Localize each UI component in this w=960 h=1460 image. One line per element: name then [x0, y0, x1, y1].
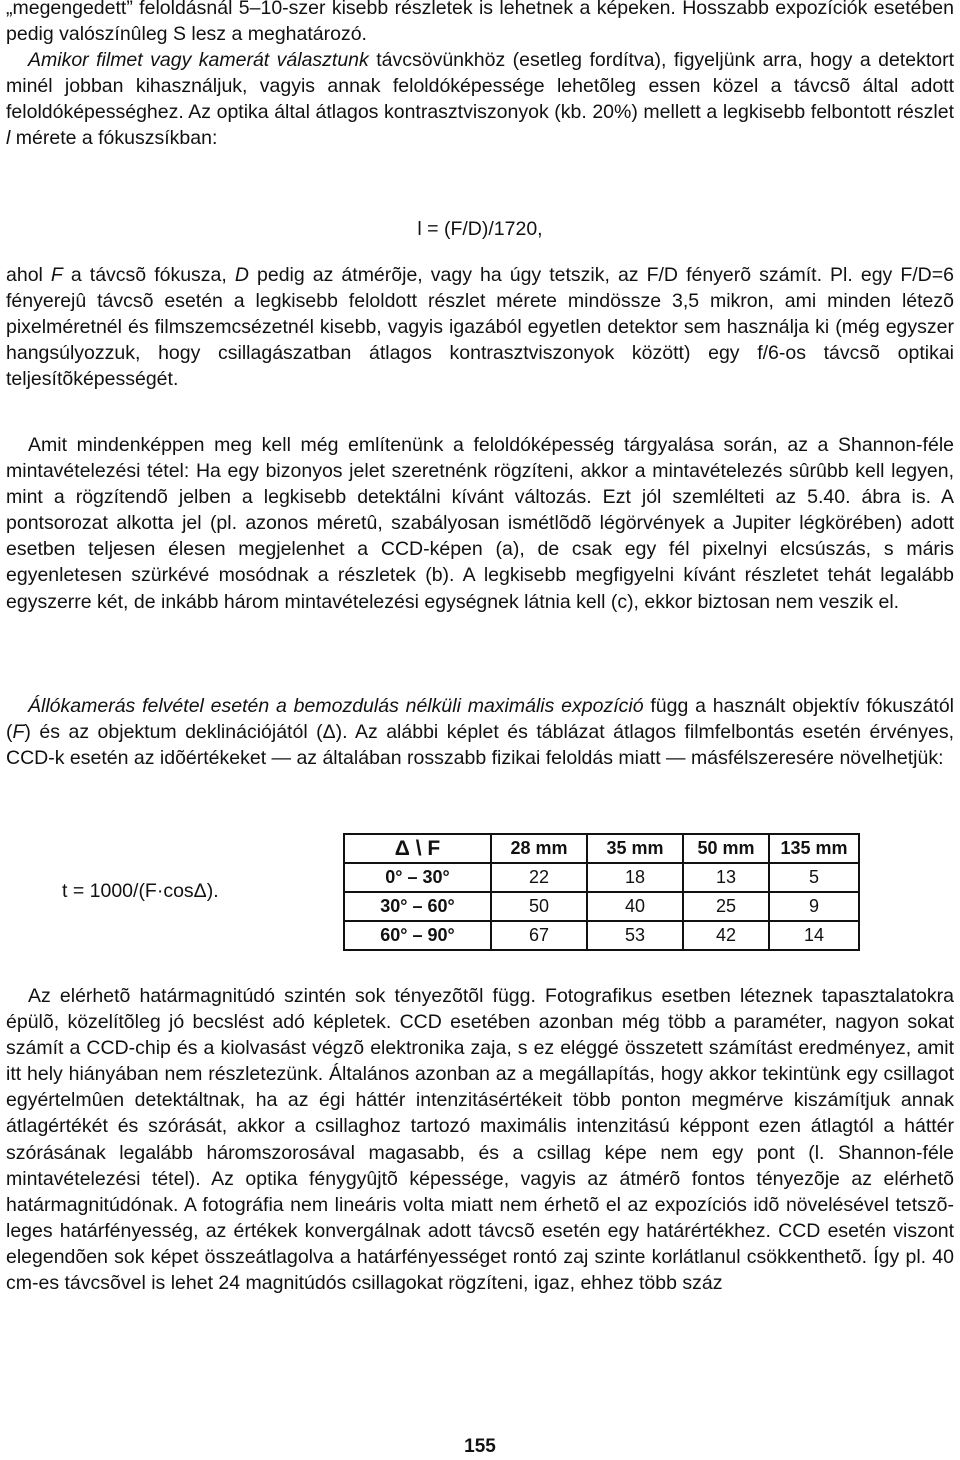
- table-cell: 67: [491, 921, 587, 950]
- italic-symbol: F: [12, 721, 25, 744]
- table-cell: 42: [683, 921, 769, 950]
- table-row-label: 0° – 30°: [344, 863, 491, 892]
- paragraph-focal-ratio: [6, 262, 954, 392]
- paragraph-resolution-intro: [6, 0, 954, 152]
- paragraph-text: távcsövünkhöz (esetleg fordítva), figyeljünk arra, hogy a detektort minél jobban kihasználjuk, vagyis annak feloldóképessége lehetõleg essen közel a távcsõ által adott feloldóképességhez. Az optika által átlagos kontrasztviszonyok (kb. 20%) mellett a legkisebb felbontott részlet: [6, 49, 954, 124]
- paragraph-text: függ a használt objektív fókuszától (: [6, 695, 954, 744]
- italic-symbol: D: [234, 264, 249, 286]
- paragraph-text: Az elérhetõ határmagnitúdó szintén sok tényezõtõl függ. Fotografikus esetben léteznek tapasztalatokra épülõ, közelítõleg jó becslést adó képletek. CCD esetében azonban még több a paraméter, nagyon sokat számít a CCD-chip és a kiolvasást végzõ elektronika zaja, s ez eléggé összetett számítást eredményez, amit itt hely hiányában nem részletezünk. Általános azonban az a megállapítás, hogy akkor tekintünk egy csillagot egyértelmûen detektáltnak, ha az égi háttér intenzitásértékeit több ponton megmérve kiszámítjuk annak átlagértékét és szórását, akkor a csillaghoz tartozó maximális intenzitású képpont ezen átlagtól a háttér szórásának legalább háromszorosával magasabb, és a csillag képe nem egy pont (l. Shannon-féle mintavételezési tétel). Az optika fénygyûjtõ képessége, vagyis az átmérõ fontos tényezõje az elérhetõ határmagnitúdónak. A fotográfia nem lineáris volta miatt nem érhetõ el az expozíciós idõ növelésével tetszõ-leges határfényesség, az értékek konvergálnak adott távcsõ esetén egy határértékhez. CCD esetén viszont elegendõen sok képet összeátlagolva a határfényességet rontó zaj szinte korlátlanul csökkenthetõ. Így pl. 40 cm-es távcsõvel is lehet 24 magnitúdós csillagokat rögzíteni, igaz, ehhez több száz: [6, 985, 954, 1295]
- italic-symbol: F: [50, 264, 63, 286]
- table-cell: 25: [683, 892, 769, 921]
- paragraph-text: ) és az objektum deklinációjától (Δ). Az alábbi képlet és táblázat átlagos filmfelbontás esetén érvényes, CCD-k esetén az idõértékeket — az általában rosszabb fizikai feloldás miatt — másfélszeresére növelhetjük:: [6, 721, 954, 770]
- table-header-cell: 35 mm: [587, 834, 683, 863]
- table-cell: 5: [769, 863, 859, 892]
- table-cell: 22: [491, 863, 587, 892]
- table-header-cell: 28 mm: [491, 834, 587, 863]
- table-row-label: 30° – 60°: [344, 892, 491, 921]
- table-cell: 53: [587, 921, 683, 950]
- table-cell: 18: [587, 863, 683, 892]
- table-header-row: [344, 834, 859, 863]
- paragraph-limiting-magnitude: [6, 983, 954, 1296]
- paragraph-text: Amit mindenképpen meg kell még említenünk a feloldóképesség tárgyalása során, az a Shannon-féle mintavételezési tétel: Ha egy bizonyos jelet szeretnénk rögzíteni, akkor a mintavételezés sûrûbb kell legyen, mint a rögzítendõ jelben a legkisebb detektálni kívánt változás. Ezt jól szemlélteti az 5.40. ábra is. A pontsorozat alkotta jel (pl. azonos méretû, szabályosan ismétlõdõ légörvények a Jupiter légkörében) adott esetben teljesen élesen megjelenhet a CCD-képen (a), de csak egy fél pixelnyi elcsúszás, s máris egyenletesen szürkévé mosódnak a részletek (b). A legkisebb megfigyelni kívánt részletet tehát legalább egyszerre két, de inkább három mintavételezési egységnek látnia kell (c), ekkor biztosan nem veszik el.: [6, 434, 954, 613]
- paragraph-text: ahol: [6, 264, 51, 286]
- formula-resolution: l = (F/D)/1720,: [417, 218, 543, 240]
- table-cell: 40: [587, 892, 683, 921]
- italic-symbol: l: [6, 127, 11, 150]
- paragraph-text: mérete a fókuszsíkban:: [10, 127, 218, 150]
- exposure-table: [343, 833, 860, 951]
- table-cell: 9: [769, 892, 859, 921]
- paragraph-text: a távcsõ fókusza,: [62, 264, 235, 286]
- table-corner-cell: Δ \ F: [344, 834, 491, 863]
- page-number: 155: [464, 1436, 496, 1457]
- paragraph-shannon: [6, 432, 954, 615]
- formula-exposure: t = 1000/(F·cosΔ).: [62, 880, 219, 902]
- table-cell: 14: [769, 921, 859, 950]
- table-header-cell: 135 mm: [769, 834, 859, 863]
- table-cell: 13: [683, 863, 769, 892]
- table-row: [344, 921, 859, 950]
- paragraph-text: pedig az átmérõje, vagy ha úgy tetszik, az F/D fényerõ számít. Pl. egy F/D=6 fényerejû távcsõ esetén a legkisebb feloldott részlet mérete mindössze 3,5 mikron, ami minden létezõ pixelméretnél és filmszemcsézetnél kisebb, vagyis igazából egyetlen detektor sem használja ki (még egyszer hangsúlyozzuk, hogy csillagászatban átlagos kontrasztviszonyok között) egy f/6-os távcsõ optikai teljesítõképességét.: [6, 264, 954, 391]
- table-row-label: 60° – 90°: [344, 921, 491, 950]
- paragraph-text: „megengedett” feloldásnál 5–10-szer kisebb részletek is lehetnek a képeken. Hosszabb expozíciók esetében pedig valószínûleg S lesz a meghatározó.: [6, 0, 954, 46]
- table-row: [344, 863, 859, 892]
- italic-phrase: Amikor filmet vagy kamerát választunk: [28, 49, 369, 72]
- paragraph-max-exposure: [6, 693, 954, 771]
- table-cell: 50: [491, 892, 587, 921]
- table-row: [344, 892, 859, 921]
- italic-phrase: Állókamerás felvétel esetén a bemozdulás nélküli maximális expozíció: [28, 695, 644, 717]
- table-header-cell: 50 mm: [683, 834, 769, 863]
